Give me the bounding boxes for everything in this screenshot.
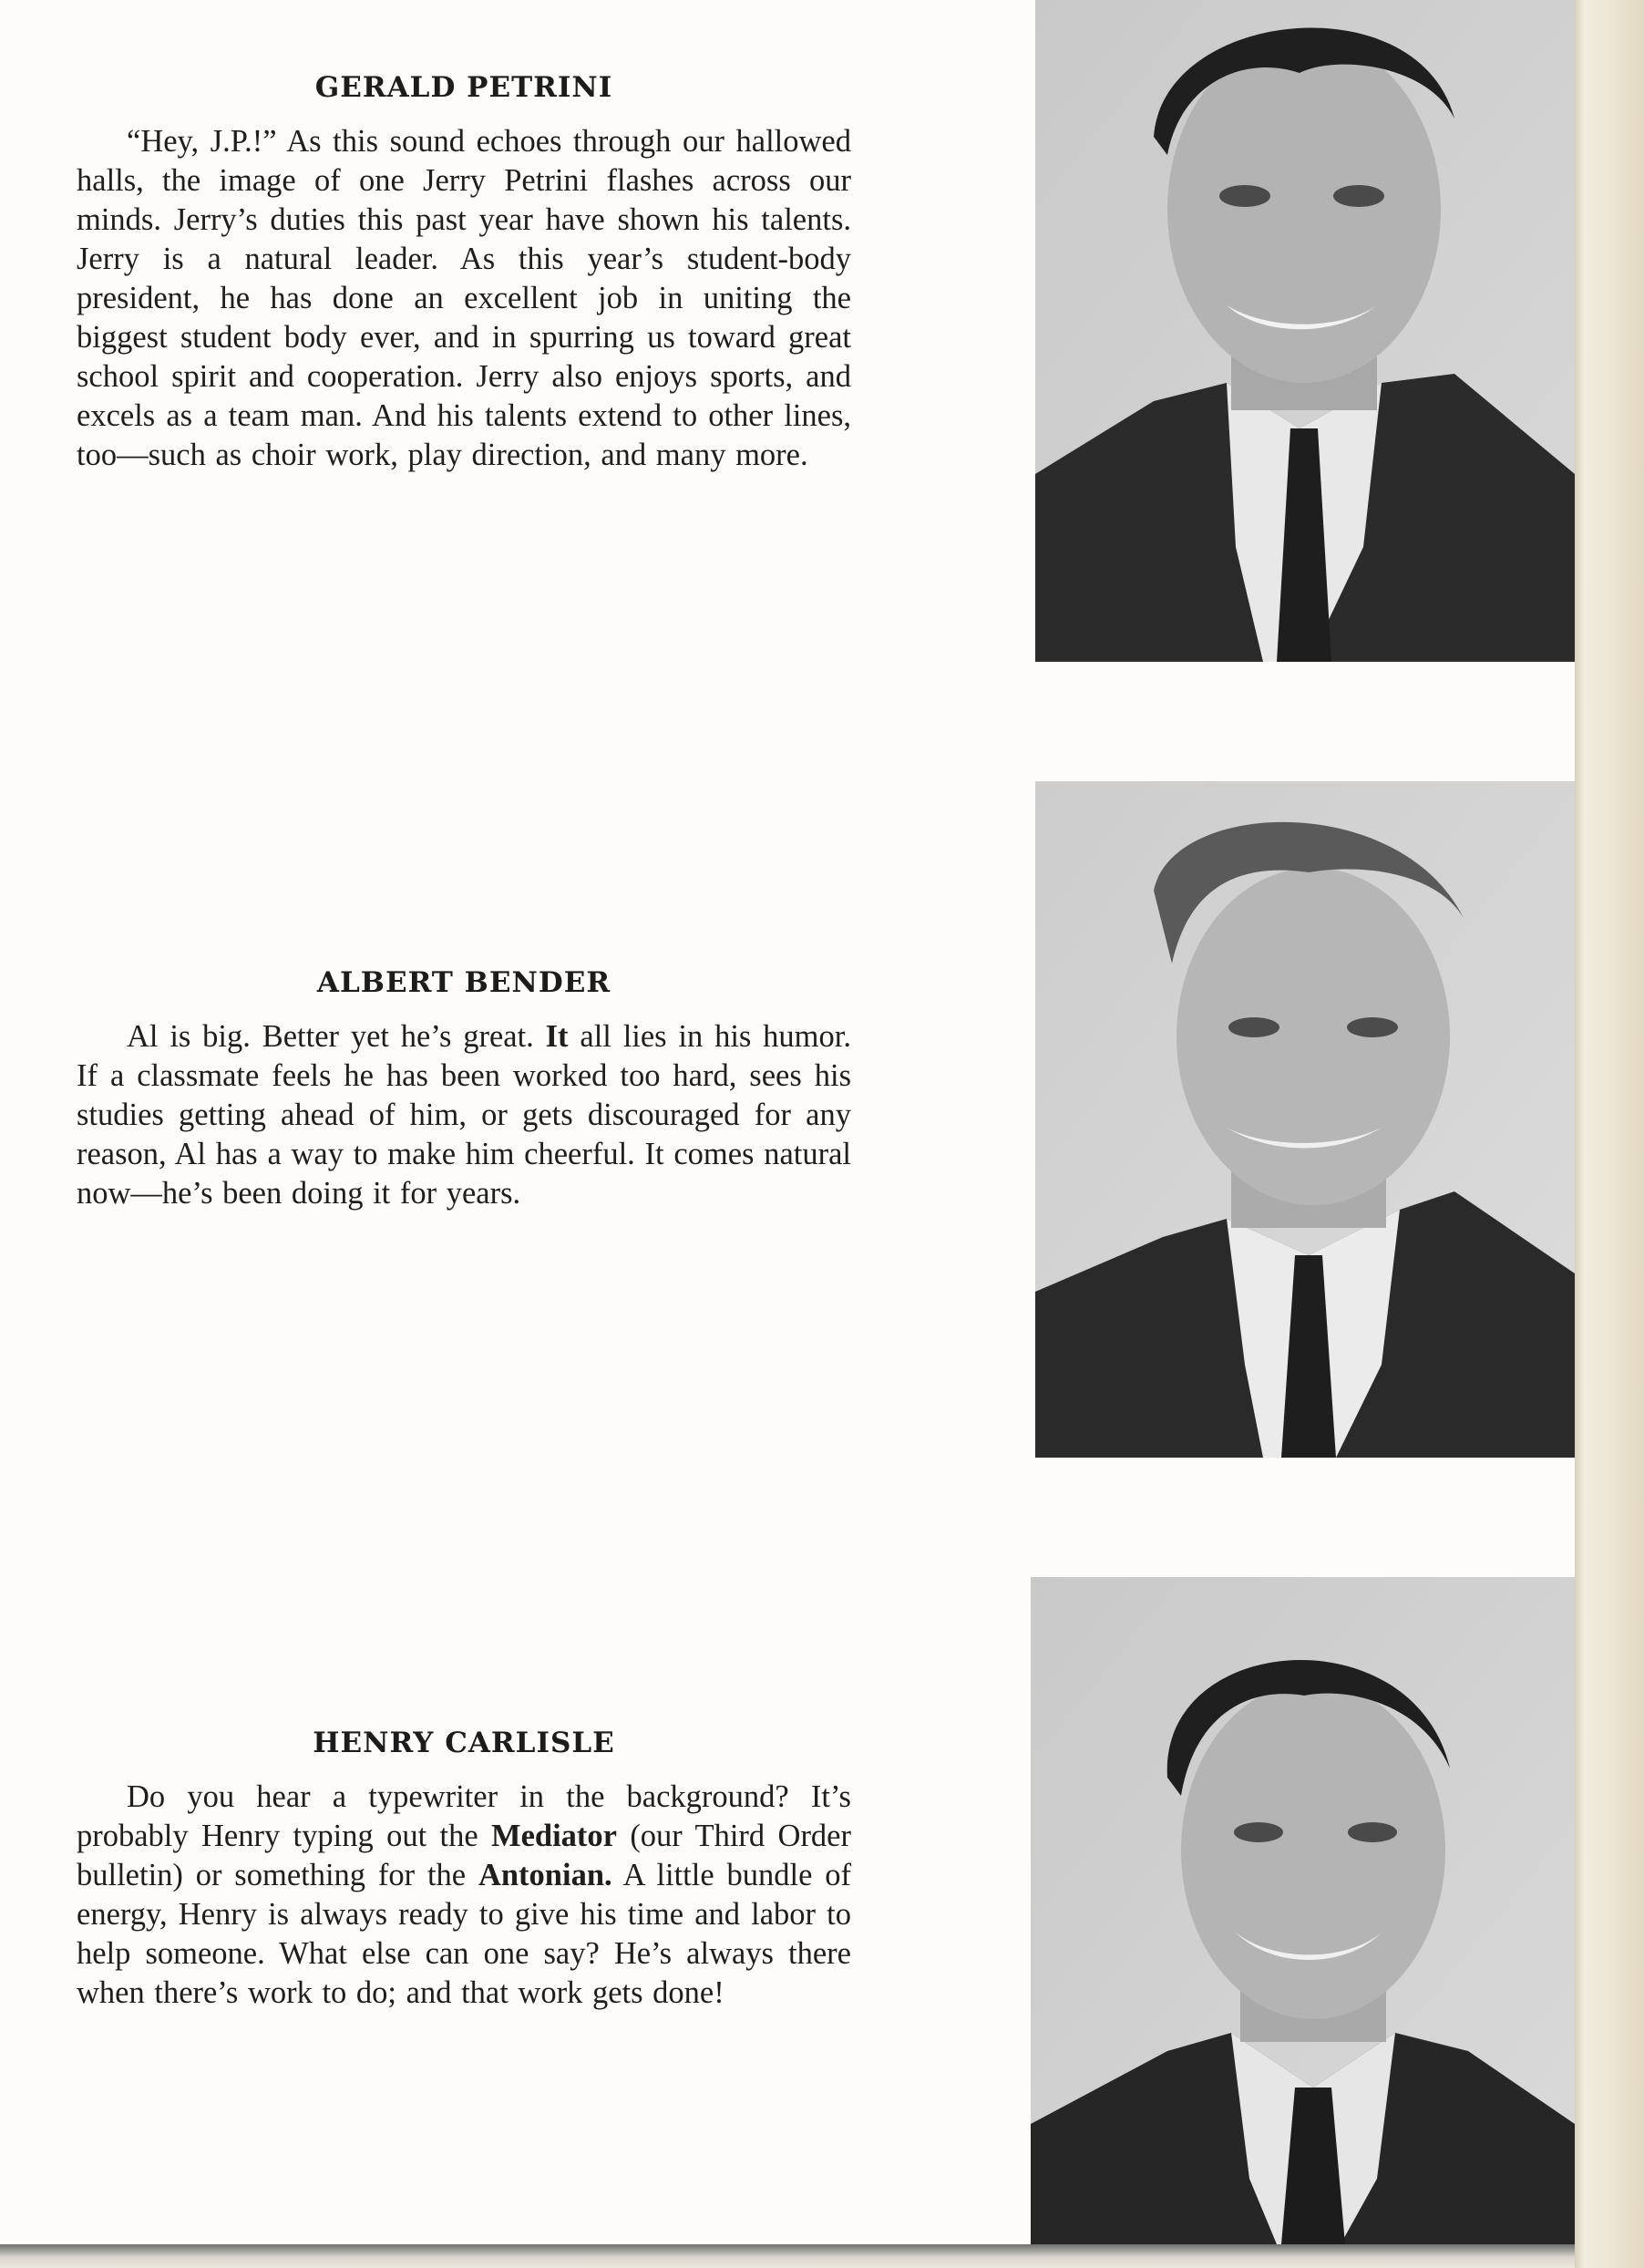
bio-entry-1 [77,71,851,475]
page-edge [1575,0,1644,2268]
bio-entry-2 [77,966,851,1213]
bio-text-run: “Hey, J.P.!” As this sound echoes through our hallowed halls, the image of one Jerry Petrini flashes across our minds. Jerry’s duties this past year have shown his talents. Jerry is a natural leader. As this year’s student-body president, he has done an excellent job in uniting the biggest student body ever, and in spurring us toward great school spirit and cooperation. Jerry also enjoys sports, and excels as a team man. And his talents extend to other lines, too—such as choir work, play direction, and many more. [77,124,851,472]
portrait-photo-icon [1035,781,1575,1458]
bio-bold-run: Antonian. [478,1858,612,1892]
student-name: ALBERT BENDER [316,966,611,999]
bio-paragraph [77,122,851,475]
student-name: HENRY CARLISLE [313,1727,615,1759]
bio-text-run: Do you hear a typewriter in the background? It’s probably Henry typing out the [77,1779,851,1853]
bio-paragraph [77,1778,851,2013]
student-name: GERALD PETRINI [314,71,613,104]
portrait-photo-icon [1031,1577,1575,2244]
bio-text-run: (our Third Order bulletin) or something for the [77,1819,851,1892]
page-bottom-edge [0,2244,1575,2268]
portrait-photo-3 [1031,1577,1575,2244]
bio-text-run: Al is big. Better yet he’s great. [127,1019,546,1054]
bio-text-run: all lies in his humor. If a classmate feels he has been worked too hard, sees his studies getting ahead of him, or gets discouraged for any reason, Al has a way to make him cheerful. It comes natural now—he’s been doing it for years. [77,1019,851,1211]
bio-text-run: A little bundle of energy, Henry is always ready to give his time and labor to help someone. What else can one say? He’s always there when there’s work to do; and that work gets done! [77,1858,851,2010]
bio-bold-run: It [545,1019,569,1054]
bio-paragraph [77,1017,851,1213]
portrait-photo-1 [1035,0,1575,662]
bio-bold-run: Mediator [491,1819,617,1853]
portrait-photo-icon [1035,0,1575,662]
bio-entry-3 [77,1727,851,2013]
portrait-photo-2 [1035,781,1575,1458]
